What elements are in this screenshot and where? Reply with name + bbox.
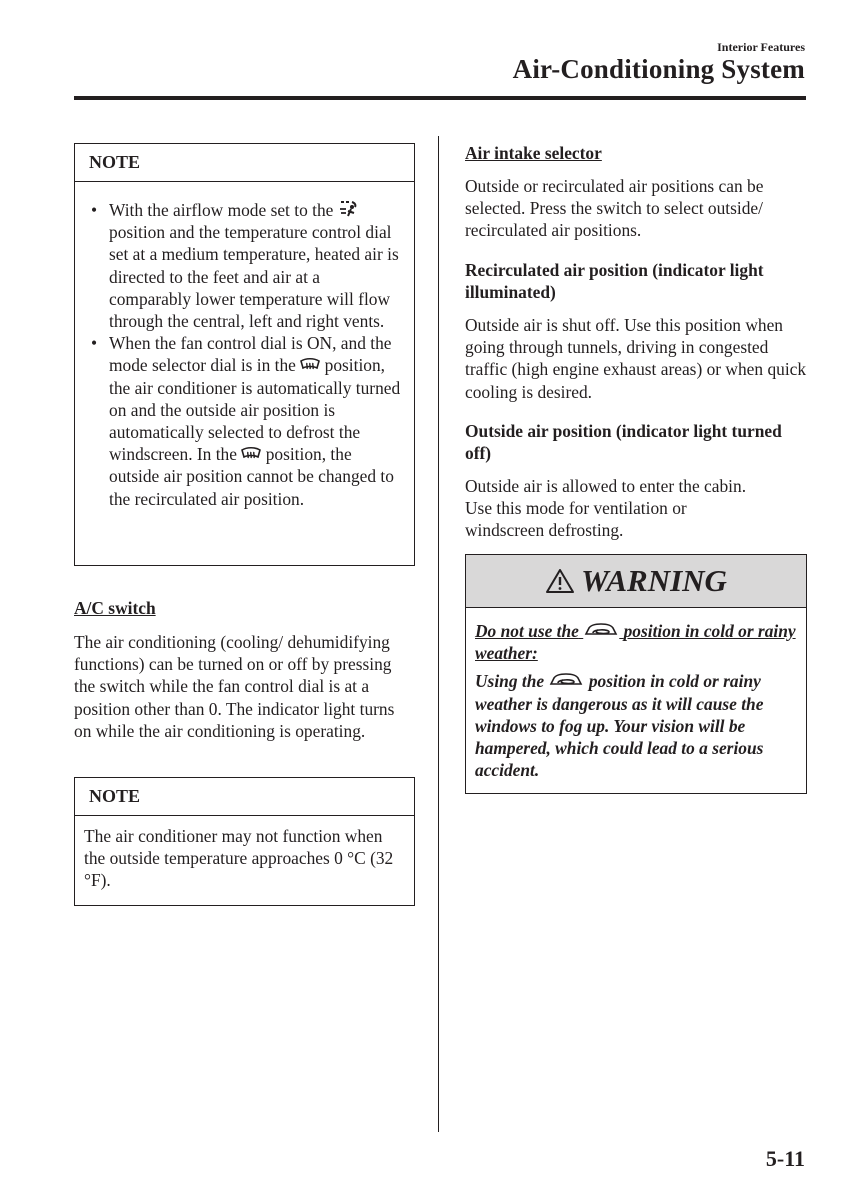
bullet-dot: • bbox=[91, 200, 98, 220]
note-box-temperature bbox=[74, 777, 415, 906]
outside-air-heading: Outside air position (indicator light turned off) bbox=[465, 421, 782, 464]
outside-air-description: Outside air is allowed to enter the cabin. Use this mode for ventilation or windscreen defrosting. bbox=[465, 476, 747, 541]
warning-caution-line: Do not use the position in cold or rainy weather: bbox=[475, 621, 796, 664]
note-bullet-list bbox=[75, 182, 414, 510]
note-body: The air conditioner may not function when the outside temperature approaches 0 °C (32 °F). bbox=[84, 826, 394, 891]
air-intake-heading: Air intake selector bbox=[465, 143, 602, 163]
ac-switch-description: The air conditioning (cooling/ dehumidifying functions) can be turned on or off by pressing the switch while the fan control dial is at a position other than 0. The indicator light turns on while the air conditioning is operating. bbox=[74, 632, 395, 741]
note-bullet-item: • With the airflow mode set to the position and the temperature control dial set at a medium temperature, heated air is directed to the feet and air at a comparably lower temperature will flow through the central, left and right vents. bbox=[91, 200, 399, 332]
page-title: Air-Conditioning System bbox=[512, 54, 805, 84]
warning-header bbox=[466, 555, 806, 608]
recirculated-description: Outside air is shut off. Use this position when going through tunnels, driving in congested traffic (high engine exhaust areas) or when quick cooling is desired. bbox=[465, 315, 807, 402]
section-label: Interior Features bbox=[717, 40, 805, 54]
windscreen-defrost-icon bbox=[241, 446, 261, 462]
floor-defrost-mode-icon bbox=[338, 200, 358, 218]
windscreen-defrost-icon bbox=[300, 357, 320, 373]
title-rule bbox=[74, 96, 806, 100]
warning-explanation: Using the position in cold or rainy weather is dangerous as it will cause the windows to fog up. Your vision will be hampered, which could lead to a serious accident. bbox=[475, 671, 764, 781]
ac-switch-heading: A/C switch bbox=[74, 598, 156, 618]
bullet-dot: • bbox=[91, 333, 98, 354]
recirculate-air-icon bbox=[583, 621, 619, 639]
note-bullet-item: • When the fan control dial is ON, and the mode selector dial is in the position, the air conditioner is automatically turned on and the outside air position is automatically selected to defrost the windscreen. In the position, the outside air position cannot be changed to the recirculated air position. bbox=[91, 333, 401, 509]
warning-label: WARNING bbox=[581, 563, 727, 598]
air-intake-description: Outside or recirculated air positions can be selected. Press the switch to select outside/ recirculated air positions. bbox=[465, 176, 764, 241]
warning-triangle-icon bbox=[545, 568, 575, 594]
warning-body bbox=[466, 608, 806, 781]
recirculated-heading: Recirculated air position (indicator light illuminated) bbox=[465, 260, 764, 303]
warning-box bbox=[465, 554, 807, 794]
note-label: NOTE bbox=[75, 144, 414, 182]
recirculate-air-icon bbox=[548, 671, 584, 689]
note-label: NOTE bbox=[75, 778, 414, 816]
note-box-airflow bbox=[74, 143, 415, 566]
column-divider bbox=[438, 136, 439, 1132]
page-number: 5-11 bbox=[765, 1146, 805, 1171]
